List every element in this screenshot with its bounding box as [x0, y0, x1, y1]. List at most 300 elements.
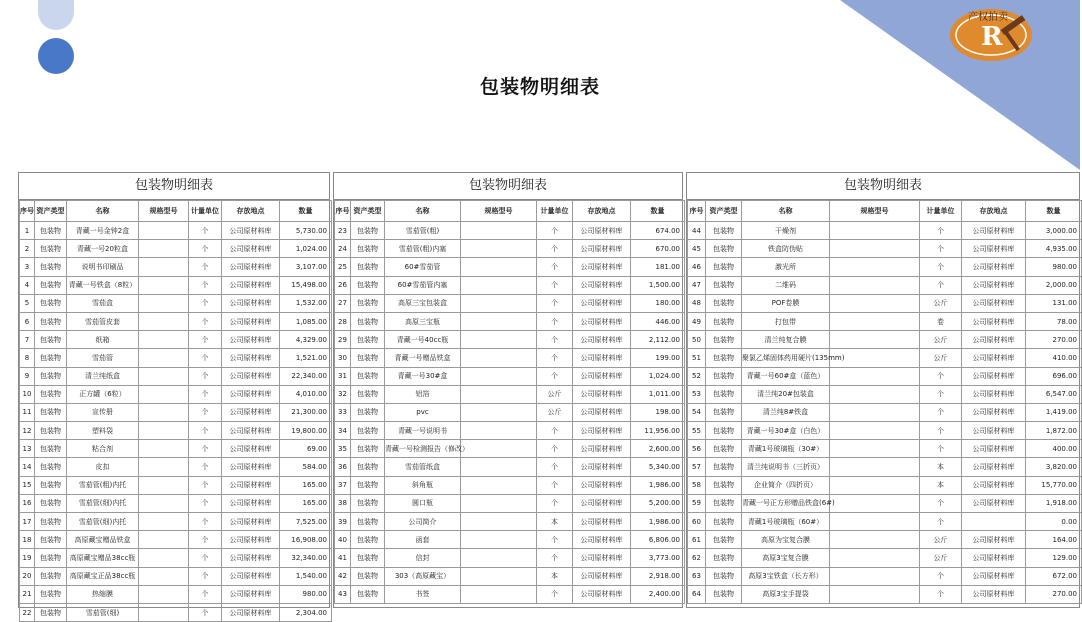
column-header: 资产类型: [351, 201, 385, 222]
table-cell: 个: [920, 276, 962, 294]
table-cell: 铁盒防伪贴: [742, 240, 830, 258]
table-cell: 包装物: [35, 331, 67, 349]
table-cell: [461, 403, 537, 421]
table-cell: [461, 312, 537, 330]
table-cell: 个: [189, 331, 222, 349]
table-cell: 个: [189, 403, 222, 421]
table-cell: 粘合剂: [67, 440, 139, 458]
table-cell: 公司原材料库: [222, 222, 280, 240]
table-cell: [830, 422, 920, 440]
table-cell: 16,908.00: [280, 531, 332, 549]
table-cell: 46: [688, 258, 706, 276]
table-cell: 个: [189, 349, 222, 367]
table-cell: 包装物: [351, 331, 385, 349]
table-cell: [461, 476, 537, 494]
table-cell: 5: [20, 294, 35, 312]
table-cell: 公司原材料库: [222, 513, 280, 531]
table-row: [688, 440, 1082, 458]
table-cell: 5,730.00: [280, 222, 332, 240]
table-cell: [461, 585, 537, 603]
table-cell: [830, 567, 920, 585]
table-cell: 9: [20, 367, 35, 385]
table-cell: 64: [688, 585, 706, 603]
table-cell: 25: [335, 258, 351, 276]
table-cell: 181.00: [631, 258, 685, 276]
table-cell: 高原3宝复合膜: [742, 549, 830, 567]
table-cell: 公司原材料库: [962, 276, 1026, 294]
table-cell: 个: [537, 331, 573, 349]
table-cell: 198.00: [631, 403, 685, 421]
table-cell: 56: [688, 440, 706, 458]
table-cell: 二维码: [742, 276, 830, 294]
table-row: [688, 312, 1082, 330]
table-cell: 1,024.00: [631, 367, 685, 385]
table-row: [688, 222, 1082, 240]
table-cell: 32,340.00: [280, 549, 332, 567]
table-cell: 青藏一号金钟2盒: [67, 222, 139, 240]
table-cell: 15,498.00: [280, 276, 332, 294]
table-cell: 17: [20, 513, 35, 531]
table-cell: 雪茄盒: [67, 294, 139, 312]
table-cell: [830, 331, 920, 349]
table-cell: 2,112.00: [631, 331, 685, 349]
table-cell: 雪茄管(粗): [385, 222, 461, 240]
table-cell: 44: [688, 222, 706, 240]
company-logo: [948, 2, 1034, 64]
table-cell: 公司原材料库: [573, 513, 631, 531]
table-cell: 包装物: [706, 294, 742, 312]
table-row: [335, 567, 685, 585]
table-cell: 青藏一号正方形赠品铁盒(6#): [742, 494, 830, 512]
table-cell: 60: [688, 513, 706, 531]
table-cell: [461, 294, 537, 312]
table-cell: 2,304.00: [280, 603, 332, 621]
table-cell: 高原为宝复合膜: [742, 531, 830, 549]
table-cell: 宣传册: [67, 403, 139, 421]
table-cell: 皮扣: [67, 458, 139, 476]
table-cell: 35: [335, 440, 351, 458]
detail-table: [334, 200, 685, 604]
table-cell: 激光所: [742, 258, 830, 276]
table-cell: 公司原材料库: [573, 367, 631, 385]
table-cell: 雪茄管: [67, 349, 139, 367]
table-cell: 公司原材料库: [573, 312, 631, 330]
table-cell: 公司原材料库: [573, 494, 631, 512]
table-cell: 1,986.00: [631, 513, 685, 531]
table-cell: 公司原材料库: [222, 494, 280, 512]
table-cell: 包装物: [351, 422, 385, 440]
table-cell: 69.00: [280, 440, 332, 458]
table-cell: 雪茄管(粗)内托: [67, 476, 139, 494]
table-cell: 4,010.00: [280, 385, 332, 403]
table-cell: 39: [335, 513, 351, 531]
table-cell: [139, 603, 189, 621]
table-cell: [830, 440, 920, 458]
table-cell: [461, 367, 537, 385]
table-cell: 包装物: [351, 403, 385, 421]
table-cell: 公司原材料库: [573, 258, 631, 276]
table-cell: 个: [189, 476, 222, 494]
table-cell: 674.00: [631, 222, 685, 240]
table-cell: 47: [688, 276, 706, 294]
table-cell: 个: [189, 312, 222, 330]
table-cell: 公司原材料库: [222, 476, 280, 494]
table-cell: 43: [335, 585, 351, 603]
table-cell: 54: [688, 403, 706, 421]
table-cell: [830, 385, 920, 403]
table-row: [335, 494, 685, 512]
table-cell: 青藏一号检测报告（修改）: [385, 440, 461, 458]
table-cell: 410.00: [1026, 349, 1082, 367]
table-cell: 包装物: [351, 549, 385, 567]
table-cell: 15,770.00: [1026, 476, 1082, 494]
table-header-row: [688, 201, 1082, 222]
table-cell: 6: [20, 312, 35, 330]
table-cell: 公司原材料库: [962, 494, 1026, 512]
table-cell: 包装物: [706, 422, 742, 440]
table-cell: 1,532.00: [280, 294, 332, 312]
table-row: [335, 513, 685, 531]
table-cell: 公司原材料库: [222, 603, 280, 621]
table-cell: 27: [335, 294, 351, 312]
table-cell: 本: [537, 513, 573, 531]
table-cell: 199.00: [631, 349, 685, 367]
table-cell: 32: [335, 385, 351, 403]
decorative-bar: [38, 0, 74, 30]
table-cell: 个: [189, 549, 222, 567]
table-row: [20, 294, 332, 312]
table-row: [335, 549, 685, 567]
table-cell: 高原3宝铁盒（长方形）: [742, 567, 830, 585]
table-cell: 57: [688, 458, 706, 476]
table-cell: 青藏一号40cc瓶: [385, 331, 461, 349]
table-cell: 青藏一号赠品铁盒: [385, 349, 461, 367]
table-cell: 包装物: [351, 440, 385, 458]
table-cell: 5,340.00: [631, 458, 685, 476]
table-cell: 包装物: [35, 494, 67, 512]
table-cell: [461, 440, 537, 458]
table-cell: 14: [20, 458, 35, 476]
table-cell: [830, 458, 920, 476]
table-cell: 6,547.00: [1026, 385, 1082, 403]
table-cell: 22: [20, 603, 35, 621]
table-cell: 30: [335, 349, 351, 367]
table-cell: 公司原材料库: [962, 367, 1026, 385]
table-cell: 50: [688, 331, 706, 349]
table-cell: 公斤: [920, 331, 962, 349]
table-cell: 48: [688, 294, 706, 312]
table-cell: [830, 222, 920, 240]
table-cell: [139, 276, 189, 294]
detail-table: [19, 200, 332, 622]
table-cell: 6,806.00: [631, 531, 685, 549]
table-row: [688, 585, 1082, 603]
table-cell: 包装物: [351, 513, 385, 531]
column-header: 名称: [742, 201, 830, 222]
table-cell: 78.00: [1026, 312, 1082, 330]
table-cell: 打包带: [742, 312, 830, 330]
table-cell: 包装物: [706, 403, 742, 421]
table-row: [20, 403, 332, 421]
sheet-2: [333, 172, 683, 608]
table-cell: 个: [189, 276, 222, 294]
table-cell: 包装物: [35, 458, 67, 476]
table-cell: 公司原材料库: [962, 403, 1026, 421]
table-row: [335, 222, 685, 240]
table-row: [688, 531, 1082, 549]
table-cell: 公斤: [920, 549, 962, 567]
table-cell: 公司原材料库: [222, 276, 280, 294]
table-cell: 包装物: [351, 240, 385, 258]
table-row: [688, 422, 1082, 440]
table-cell: 公斤: [920, 294, 962, 312]
table-cell: 21: [20, 585, 35, 603]
table-cell: 个: [189, 240, 222, 258]
table-row: [20, 476, 332, 494]
table-row: [20, 240, 332, 258]
table-cell: 圆口瓶: [385, 494, 461, 512]
table-cell: 公司原材料库: [222, 312, 280, 330]
table-cell: 包装物: [35, 385, 67, 403]
table-row: [688, 403, 1082, 421]
table-cell: 23: [335, 222, 351, 240]
table-cell: 696.00: [1026, 367, 1082, 385]
table-cell: 包装物: [706, 494, 742, 512]
table-cell: 本: [537, 567, 573, 585]
table-row: [335, 349, 685, 367]
table-cell: 公司原材料库: [573, 585, 631, 603]
table-cell: 446.00: [631, 312, 685, 330]
column-header: 存放地点: [573, 201, 631, 222]
column-header: 名称: [67, 201, 139, 222]
table-cell: 包装物: [35, 403, 67, 421]
table-cell: [461, 385, 537, 403]
table-cell: 包装物: [351, 258, 385, 276]
sheet-title: 包装物明细表: [687, 173, 1079, 200]
table-cell: 包装物: [706, 240, 742, 258]
table-cell: 公司原材料库: [573, 549, 631, 567]
table-cell: 个: [537, 240, 573, 258]
table-row: [335, 403, 685, 421]
table-cell: 清兰纯说明书（三折页）: [742, 458, 830, 476]
table-cell: 16: [20, 494, 35, 512]
table-cell: 公司原材料库: [962, 349, 1026, 367]
column-header: 资产类型: [706, 201, 742, 222]
table-row: [335, 258, 685, 276]
table-cell: 303（高原藏宝）: [385, 567, 461, 585]
table-cell: 斜角瓶: [385, 476, 461, 494]
table-cell: 包装物: [706, 567, 742, 585]
table-cell: 个: [537, 476, 573, 494]
table-cell: 公司原材料库: [222, 440, 280, 458]
table-cell: 公司原材料库: [573, 331, 631, 349]
table-cell: 雪茄管(细)内托: [67, 494, 139, 512]
column-header: 存放地点: [222, 201, 280, 222]
table-row: [688, 276, 1082, 294]
table-cell: [139, 331, 189, 349]
table-cell: 8: [20, 349, 35, 367]
table-cell: 个: [920, 403, 962, 421]
table-row: [335, 367, 685, 385]
table-row: [335, 422, 685, 440]
table-cell: 公司原材料库: [573, 458, 631, 476]
table-cell: 37: [335, 476, 351, 494]
table-cell: [830, 403, 920, 421]
table-cell: 1,918.00: [1026, 494, 1082, 512]
table-row: [20, 603, 332, 621]
table-cell: [830, 367, 920, 385]
table-cell: 高原三宝瓶: [385, 312, 461, 330]
table-cell: 3,820.00: [1026, 458, 1082, 476]
table-cell: pvc: [385, 403, 461, 421]
table-cell: 公司原材料库: [222, 258, 280, 276]
table-cell: 2,400.00: [631, 585, 685, 603]
table-cell: 雪茄管(细): [67, 603, 139, 621]
table-cell: POF卷膜: [742, 294, 830, 312]
table-cell: 包装物: [351, 276, 385, 294]
table-cell: 59: [688, 494, 706, 512]
table-cell: 62: [688, 549, 706, 567]
table-cell: 55: [688, 422, 706, 440]
column-header: 规格型号: [830, 201, 920, 222]
table-cell: 个: [537, 585, 573, 603]
table-cell: 21,300.00: [280, 403, 332, 421]
table-cell: 包装物: [706, 385, 742, 403]
table-cell: 青藏1号玻璃瓶（60#）: [742, 513, 830, 531]
table-cell: 包装物: [351, 476, 385, 494]
table-cell: [830, 494, 920, 512]
table-cell: 包装物: [706, 312, 742, 330]
table-cell: 11: [20, 403, 35, 421]
table-cell: 个: [189, 458, 222, 476]
table-cell: 2,918.00: [631, 567, 685, 585]
table-header-row: [20, 201, 332, 222]
table-cell: 个: [537, 440, 573, 458]
table-cell: 个: [537, 294, 573, 312]
table-cell: 公司原材料库: [222, 585, 280, 603]
table-cell: 个: [920, 440, 962, 458]
table-cell: [139, 476, 189, 494]
table-cell: 41: [335, 549, 351, 567]
column-header: 数量: [1026, 201, 1082, 222]
table-cell: 包装物: [706, 531, 742, 549]
table-cell: [139, 440, 189, 458]
table-cell: 公司原材料库: [573, 385, 631, 403]
table-row: [20, 349, 332, 367]
table-cell: [461, 276, 537, 294]
table-cell: 公司原材料库: [962, 240, 1026, 258]
table-cell: 个: [189, 222, 222, 240]
table-cell: [830, 549, 920, 567]
table-cell: 40: [335, 531, 351, 549]
table-cell: 包装物: [35, 513, 67, 531]
table-row: [20, 494, 332, 512]
sheet-1: [18, 172, 330, 617]
table-cell: 包装物: [35, 567, 67, 585]
table-cell: 45: [688, 240, 706, 258]
table-cell: 1,085.00: [280, 312, 332, 330]
table-cell: 个: [920, 567, 962, 585]
table-row: [335, 531, 685, 549]
table-row: [20, 567, 332, 585]
table-row: [688, 567, 1082, 585]
sheet-3: [686, 172, 1080, 608]
table-cell: 包装物: [35, 585, 67, 603]
table-cell: 包装物: [351, 585, 385, 603]
table-cell: 个: [537, 422, 573, 440]
table-row: [20, 513, 332, 531]
table-cell: 高原藏宝赠品38cc瓶: [67, 549, 139, 567]
table-row: [20, 440, 332, 458]
table-cell: 公司原材料库: [573, 294, 631, 312]
table-cell: 672.00: [1026, 567, 1082, 585]
table-cell: 公司原材料库: [222, 331, 280, 349]
table-cell: 52: [688, 367, 706, 385]
table-cell: 2,000.00: [1026, 276, 1082, 294]
table-cell: 个: [537, 549, 573, 567]
table-cell: 公斤: [920, 349, 962, 367]
table-cell: 本: [920, 458, 962, 476]
table-cell: [139, 567, 189, 585]
table-cell: 20: [20, 567, 35, 585]
table-cell: 包装物: [351, 222, 385, 240]
table-cell: 1,024.00: [280, 240, 332, 258]
table-cell: 2,600.00: [631, 440, 685, 458]
table-cell: 高原三宝包装盒: [385, 294, 461, 312]
table-cell: 高原3宝手提袋: [742, 585, 830, 603]
table-row: [335, 240, 685, 258]
table-cell: 包装物: [35, 531, 67, 549]
table-cell: 公司原材料库: [962, 258, 1026, 276]
table-cell: 雪茄管(粗)内塞: [385, 240, 461, 258]
table-row: [20, 331, 332, 349]
table-row: [688, 258, 1082, 276]
table-cell: 980.00: [280, 585, 332, 603]
table-cell: 包装物: [35, 367, 67, 385]
table-cell: 12: [20, 422, 35, 440]
table-cell: 正方罐（6粒）: [67, 385, 139, 403]
table-cell: [461, 513, 537, 531]
table-cell: 公司原材料库: [573, 403, 631, 421]
table-cell: 270.00: [1026, 331, 1082, 349]
table-cell: 3,000.00: [1026, 222, 1082, 240]
table-cell: 公司原材料库: [222, 403, 280, 421]
table-cell: 公司原材料库: [573, 422, 631, 440]
table-cell: 个: [189, 603, 222, 621]
table-cell: 公司原材料库: [962, 458, 1026, 476]
table-row: [688, 367, 1082, 385]
table-row: [20, 458, 332, 476]
table-cell: 61: [688, 531, 706, 549]
table-cell: 包装物: [706, 258, 742, 276]
table-cell: 包装物: [351, 531, 385, 549]
table-row: [688, 349, 1082, 367]
table-cell: 49: [688, 312, 706, 330]
table-cell: [139, 367, 189, 385]
table-cell: 180.00: [631, 294, 685, 312]
table-row: [20, 276, 332, 294]
table-cell: [461, 531, 537, 549]
table-cell: 1,500.00: [631, 276, 685, 294]
table-cell: 清兰纯复合膜: [742, 331, 830, 349]
table-cell: 1: [20, 222, 35, 240]
table-row: [688, 513, 1082, 531]
table-cell: 纸箱: [67, 331, 139, 349]
table-cell: 63: [688, 567, 706, 585]
table-cell: 公司原材料库: [222, 567, 280, 585]
table-cell: [461, 458, 537, 476]
table-cell: [830, 312, 920, 330]
